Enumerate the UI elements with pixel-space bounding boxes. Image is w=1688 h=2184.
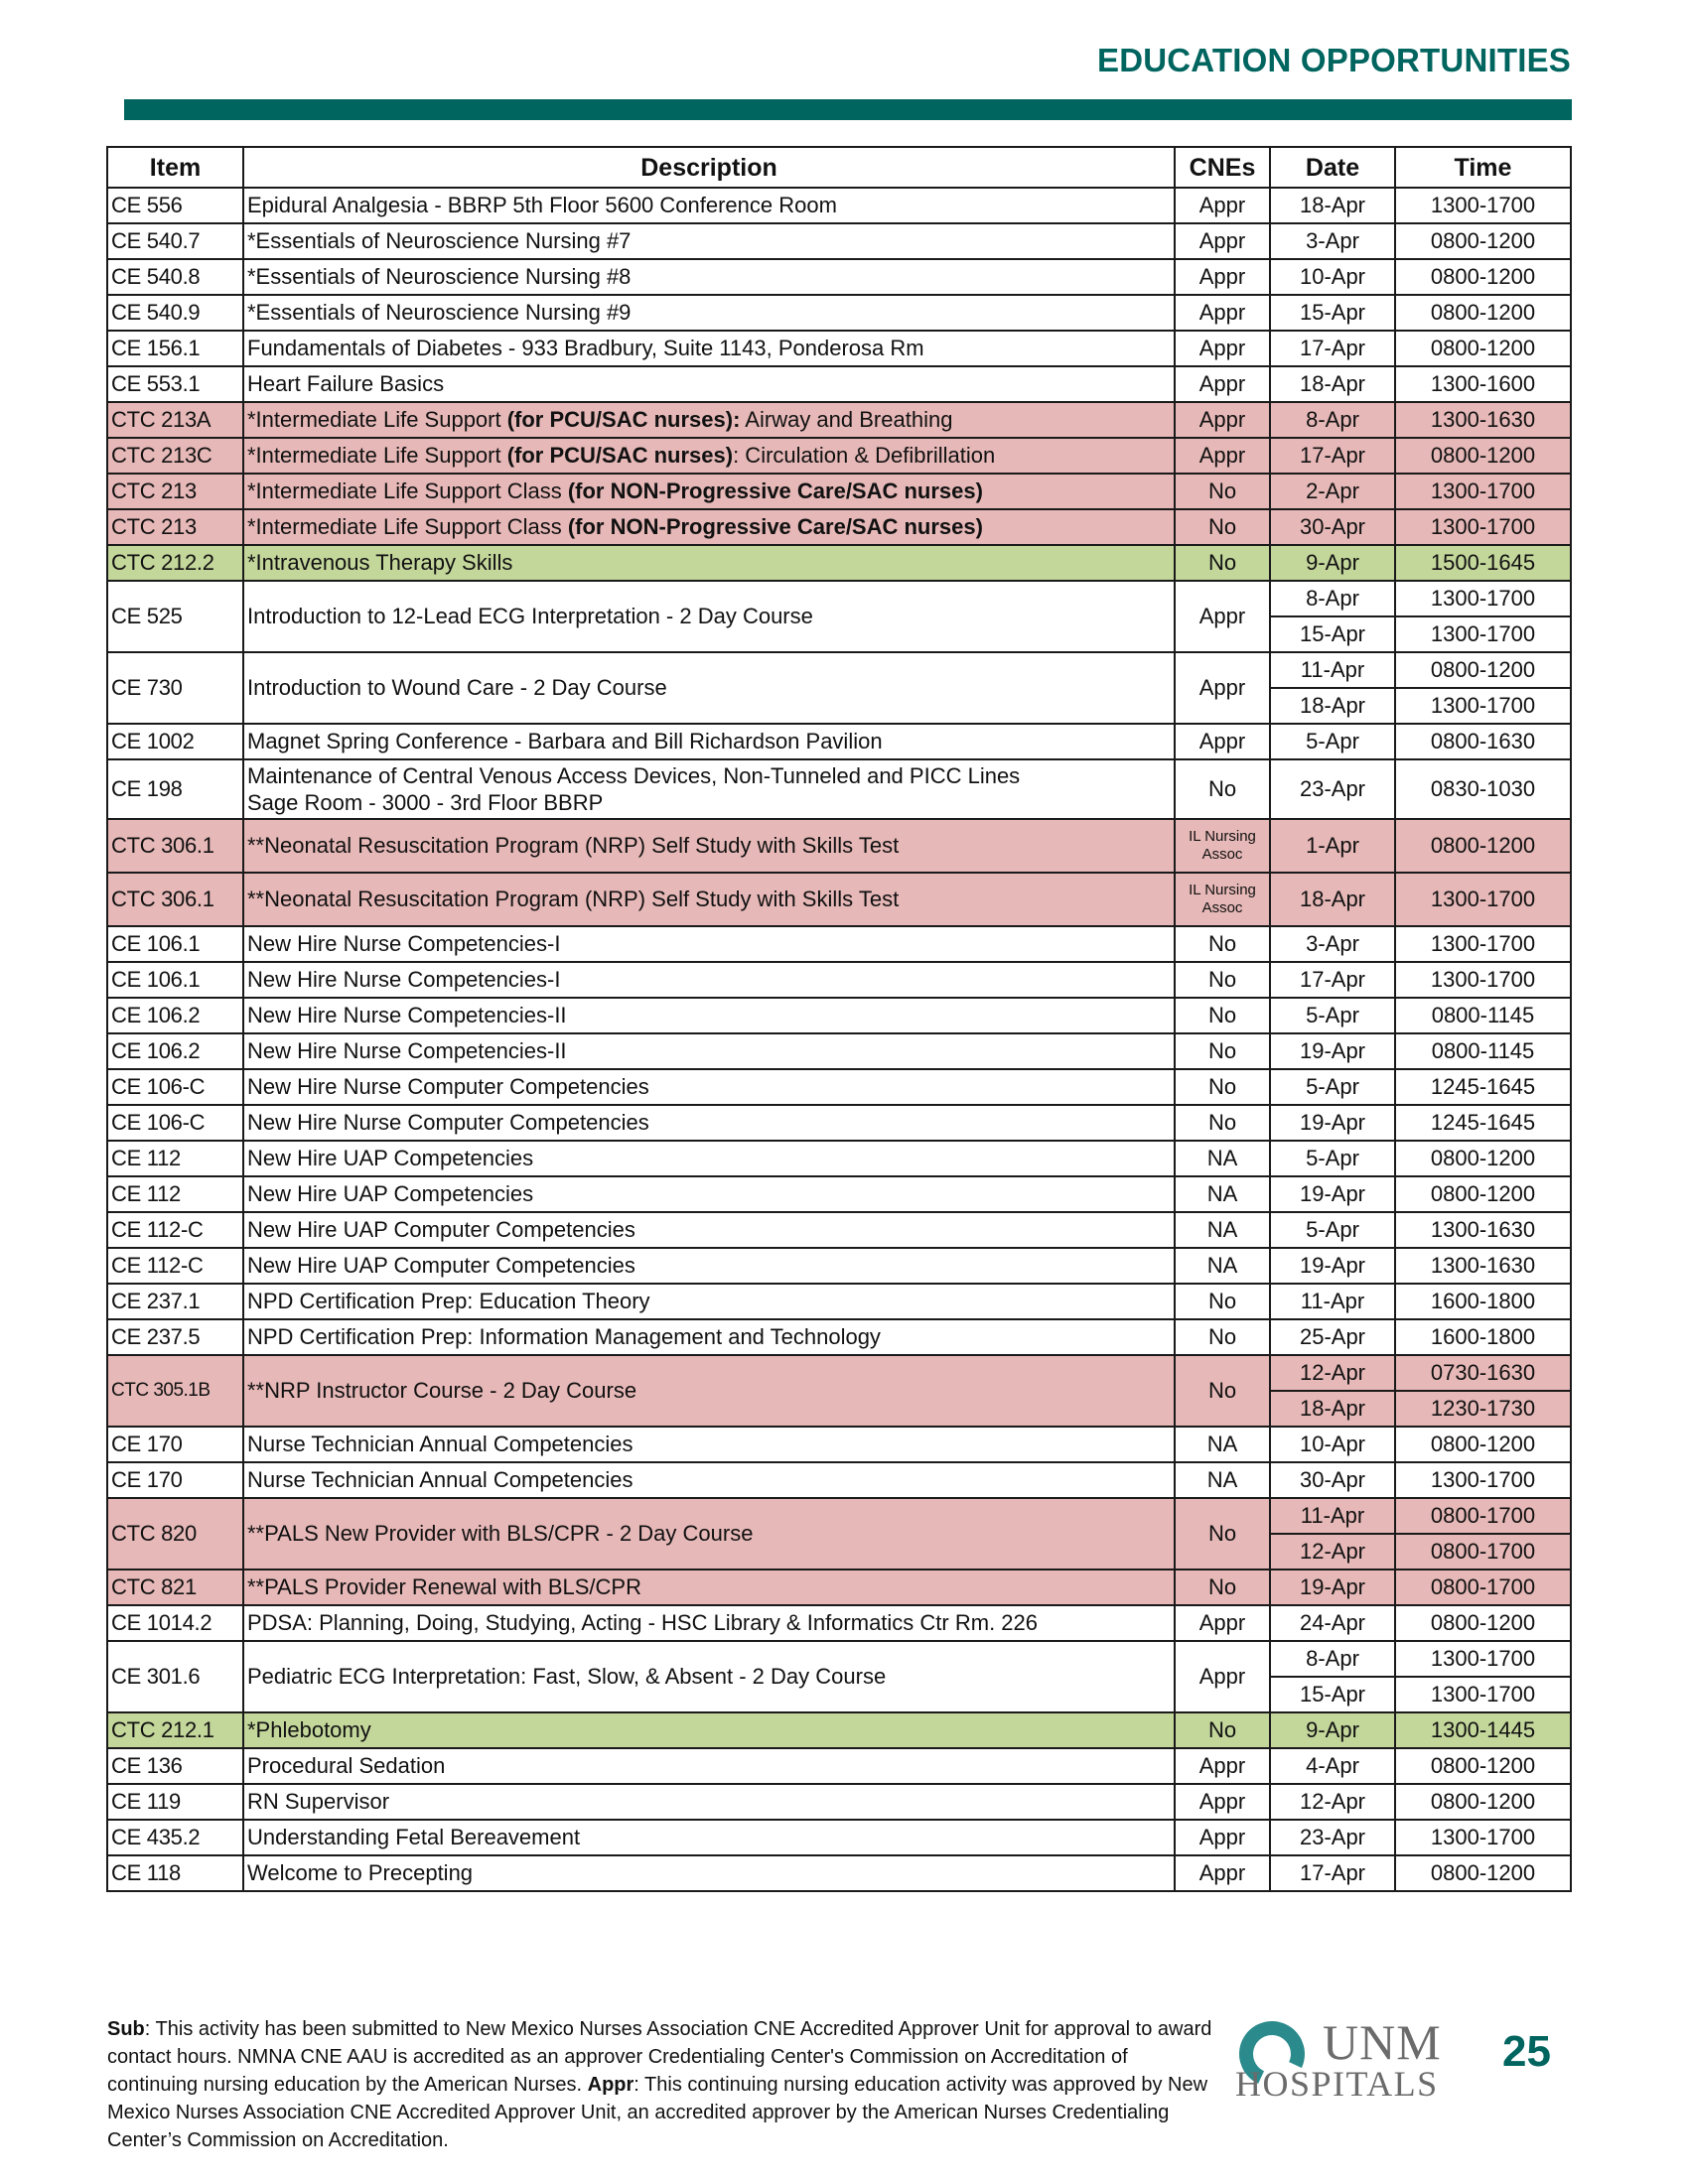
cne-cell: Appr — [1175, 1748, 1270, 1784]
date-cell: 19-Apr — [1270, 1570, 1395, 1605]
time-cell: 0800-1200 — [1395, 819, 1571, 873]
page-title: EDUCATION OPPORTUNITIES — [1096, 42, 1571, 78]
date-cell: 5-Apr — [1270, 998, 1395, 1033]
date-cell: 9-Apr — [1270, 1712, 1395, 1748]
time-cell: 0800-1200 — [1395, 1784, 1571, 1820]
time-cell: 1500-1645 — [1395, 545, 1571, 581]
time-cell: 1300-1700 — [1395, 873, 1571, 926]
item-cell: CE 170 — [107, 1427, 243, 1462]
item-cell: CE 556 — [107, 188, 243, 223]
item-cell: CE 170 — [107, 1462, 243, 1498]
date-cell: 11-Apr — [1270, 1284, 1395, 1319]
date-cell: 19-Apr — [1270, 1248, 1395, 1284]
table-row — [107, 366, 1571, 402]
description-cell: New Hire Nurse Computer Competencies — [243, 1069, 1175, 1105]
date-cell: 1-Apr — [1270, 819, 1395, 873]
item-cell: CE 237.1 — [107, 1284, 243, 1319]
title-divider-bar — [124, 99, 1572, 120]
time-cell: 1300-1630 — [1395, 1212, 1571, 1248]
date-cell: 5-Apr — [1270, 1141, 1395, 1176]
table-row — [107, 295, 1571, 331]
table-row — [107, 652, 1571, 688]
table-row — [107, 1176, 1571, 1212]
column-header-description: Description — [243, 147, 1175, 188]
table-row — [107, 1641, 1571, 1677]
appr-text: : This continuing nursing education activity was approved by New Mexico Nurses Association CNE Accredited Approver Unit, an accredited approver by the American Nurses Credentialing Center’s Commission on Accreditation. — [107, 2074, 1208, 2151]
item-cell: CE 1014.2 — [107, 1605, 243, 1641]
table-row — [107, 1712, 1571, 1748]
time-cell: 1600-1800 — [1395, 1319, 1571, 1355]
description-cell: New Hire Nurse Competencies-II — [243, 1033, 1175, 1069]
description-cell: *Phlebotomy — [243, 1712, 1175, 1748]
description-text-suffix: Airway and Breathing — [740, 407, 953, 432]
date-cell: 18-Apr — [1270, 1391, 1395, 1427]
appr-label: Appr — [587, 2074, 634, 2096]
cne-cell: Appr — [1175, 581, 1270, 652]
table-row — [107, 545, 1571, 581]
table-row — [107, 402, 1571, 438]
date-cell: 25-Apr — [1270, 1319, 1395, 1355]
item-cell: CE 198 — [107, 759, 243, 819]
description-cell: New Hire UAP Competencies — [243, 1176, 1175, 1212]
time-cell: 1300-1630 — [1395, 1248, 1571, 1284]
description-line-1: Maintenance of Central Venous Access Devices, Non-Tunneled and PICC Lines — [247, 763, 1021, 788]
cne-cell: Appr — [1175, 331, 1270, 366]
date-cell: 18-Apr — [1270, 366, 1395, 402]
description-cell: RN Supervisor — [243, 1784, 1175, 1820]
table-row — [107, 1498, 1571, 1534]
description-cell — [243, 509, 1175, 545]
date-cell: 18-Apr — [1270, 188, 1395, 223]
table-row — [107, 1105, 1571, 1141]
date-cell: 8-Apr — [1270, 402, 1395, 438]
logo-text-unm: UNM — [1323, 2014, 1442, 2070]
time-cell: 1300-1700 — [1395, 1820, 1571, 1855]
date-cell: 8-Apr — [1270, 1641, 1395, 1677]
table-row — [107, 1069, 1571, 1105]
date-cell: 17-Apr — [1270, 438, 1395, 474]
cne-line-1: IL Nursing — [1189, 828, 1256, 845]
date-cell: 12-Apr — [1270, 1355, 1395, 1391]
item-cell: CTC 306.1 — [107, 819, 243, 873]
item-cell: CE 156.1 — [107, 331, 243, 366]
time-cell: 0800-1145 — [1395, 1033, 1571, 1069]
cne-cell: Appr — [1175, 1855, 1270, 1891]
time-cell: 0800-1200 — [1395, 223, 1571, 259]
description-cell: New Hire Nurse Competencies-I — [243, 926, 1175, 962]
cne-cell: Appr — [1175, 1605, 1270, 1641]
description-cell — [243, 759, 1175, 819]
cne-cell: No — [1175, 962, 1270, 998]
description-cell: NPD Certification Prep: Information Management and Technology — [243, 1319, 1175, 1355]
description-cell — [243, 474, 1175, 509]
logo-text-hospitals: HOSPITALS — [1235, 2064, 1439, 2104]
cne-cell: No — [1175, 926, 1270, 962]
item-cell: CE 540.8 — [107, 259, 243, 295]
item-cell: CE 301.6 — [107, 1641, 243, 1712]
cne-cell: No — [1175, 1355, 1270, 1427]
column-header-time: Time — [1395, 147, 1571, 188]
date-cell: 15-Apr — [1270, 295, 1395, 331]
description-text-suffix: : Circulation & Defibrillation — [733, 443, 996, 468]
date-cell: 15-Apr — [1270, 616, 1395, 652]
description-cell: *Essentials of Neuroscience Nursing #7 — [243, 223, 1175, 259]
date-cell: 18-Apr — [1270, 688, 1395, 724]
item-cell: CE 525 — [107, 581, 243, 652]
date-cell: 11-Apr — [1270, 1498, 1395, 1534]
cne-cell: NA — [1175, 1176, 1270, 1212]
table-row — [107, 1284, 1571, 1319]
cne-cell: Appr — [1175, 652, 1270, 724]
cne-cell: Appr — [1175, 223, 1270, 259]
cne-cell: Appr — [1175, 402, 1270, 438]
item-cell: CE 112-C — [107, 1248, 243, 1284]
table-row — [107, 1820, 1571, 1855]
description-cell: New Hire UAP Computer Competencies — [243, 1212, 1175, 1248]
time-cell: 1245-1645 — [1395, 1069, 1571, 1105]
item-cell: CE 106.2 — [107, 998, 243, 1033]
description-cell: Fundamentals of Diabetes - 933 Bradbury, Suite 1143, Ponderosa Rm — [243, 331, 1175, 366]
date-cell: 18-Apr — [1270, 873, 1395, 926]
cne-cell — [1175, 819, 1270, 873]
table-row — [107, 1355, 1571, 1391]
item-cell: CE 112 — [107, 1141, 243, 1176]
table-row — [107, 509, 1571, 545]
description-cell: Magnet Spring Conference - Barbara and Bill Richardson Pavilion — [243, 724, 1175, 759]
item-cell: CTC 306.1 — [107, 873, 243, 926]
time-cell: 1245-1645 — [1395, 1105, 1571, 1141]
time-cell: 0800-1700 — [1395, 1570, 1571, 1605]
cne-cell: No — [1175, 474, 1270, 509]
description-cell: New Hire Nurse Computer Competencies — [243, 1105, 1175, 1141]
description-text: *Intermediate Life Support Class — [247, 478, 568, 503]
time-cell: 0730-1630 — [1395, 1355, 1571, 1391]
cne-cell: No — [1175, 1105, 1270, 1141]
description-cell: *Essentials of Neuroscience Nursing #9 — [243, 295, 1175, 331]
description-cell: Welcome to Precepting — [243, 1855, 1175, 1891]
time-cell: 1300-1700 — [1395, 509, 1571, 545]
item-cell: CTC 212.2 — [107, 545, 243, 581]
item-cell: CE 730 — [107, 652, 243, 724]
date-cell: 23-Apr — [1270, 759, 1395, 819]
item-cell: CE 112 — [107, 1176, 243, 1212]
table-row — [107, 1248, 1571, 1284]
description-cell: Introduction to Wound Care - 2 Day Course — [243, 652, 1175, 724]
column-header-date: Date — [1270, 147, 1395, 188]
cne-cell: Appr — [1175, 1784, 1270, 1820]
description-cell: Epidural Analgesia - BBRP 5th Floor 5600 Conference Room — [243, 188, 1175, 223]
date-cell: 23-Apr — [1270, 1820, 1395, 1855]
item-cell: CE 119 — [107, 1784, 243, 1820]
description-line-2: Sage Room - 3000 - 3rd Floor BBRP — [247, 790, 604, 815]
description-audience: (for PCU/SAC nurses) — [506, 443, 734, 468]
description-cell: **PALS Provider Renewal with BLS/CPR — [243, 1570, 1175, 1605]
description-audience: (for NON-Progressive Care/SAC nurses) — [567, 514, 983, 539]
table-row — [107, 1212, 1571, 1248]
date-cell: 9-Apr — [1270, 545, 1395, 581]
cne-cell: Appr — [1175, 1820, 1270, 1855]
column-header-item: Item — [107, 147, 243, 188]
time-cell: 0800-1700 — [1395, 1498, 1571, 1534]
item-cell: CTC 213C — [107, 438, 243, 474]
cne-cell: No — [1175, 1069, 1270, 1105]
table-row — [107, 331, 1571, 366]
table-row — [107, 1784, 1571, 1820]
time-cell: 1300-1700 — [1395, 188, 1571, 223]
item-cell: CTC 213 — [107, 474, 243, 509]
description-cell: Pediatric ECG Interpretation: Fast, Slow, & Absent - 2 Day Course — [243, 1641, 1175, 1712]
sub-text: : This activity has been submitted to New Mexico Nurses Association CNE Accredited Approver Unit for approval to award contact hours. NMNA CNE AAU is accredited as an approver Credentialing Center's Commission on Accreditation of continuing nursing education by the American Nurses. — [107, 2018, 1212, 2096]
date-cell: 4-Apr — [1270, 1748, 1395, 1784]
time-cell: 1300-1700 — [1395, 688, 1571, 724]
date-cell: 12-Apr — [1270, 1784, 1395, 1820]
item-cell: CE 1002 — [107, 724, 243, 759]
time-cell: 1300-1700 — [1395, 1677, 1571, 1712]
description-audience: (for NON-Progressive Care/SAC nurses) — [567, 478, 983, 503]
item-cell: CTC 821 — [107, 1570, 243, 1605]
item-cell: CTC 213A — [107, 402, 243, 438]
description-cell: Introduction to 12-Lead ECG Interpretation - 2 Day Course — [243, 581, 1175, 652]
description-cell: NPD Certification Prep: Education Theory — [243, 1284, 1175, 1319]
description-cell: *Intravenous Therapy Skills — [243, 545, 1175, 581]
time-cell: 0800-1200 — [1395, 1605, 1571, 1641]
date-cell: 17-Apr — [1270, 962, 1395, 998]
description-cell: **PALS New Provider with BLS/CPR - 2 Day Course — [243, 1498, 1175, 1570]
table-row — [107, 873, 1571, 926]
cne-cell: No — [1175, 1712, 1270, 1748]
time-cell: 0800-1700 — [1395, 1534, 1571, 1570]
date-cell: 8-Apr — [1270, 581, 1395, 616]
date-cell: 3-Apr — [1270, 926, 1395, 962]
cne-cell: No — [1175, 1284, 1270, 1319]
cne-cell: Appr — [1175, 438, 1270, 474]
date-cell: 11-Apr — [1270, 652, 1395, 688]
time-cell: 0800-1200 — [1395, 1176, 1571, 1212]
description-cell: New Hire UAP Competencies — [243, 1141, 1175, 1176]
table-body — [107, 188, 1571, 1891]
cne-cell: No — [1175, 545, 1270, 581]
cne-cell: Appr — [1175, 724, 1270, 759]
date-cell: 3-Apr — [1270, 223, 1395, 259]
date-cell: 17-Apr — [1270, 1855, 1395, 1891]
cne-cell: Appr — [1175, 188, 1270, 223]
cne-cell: NA — [1175, 1462, 1270, 1498]
unm-hospitals-logo — [1231, 2015, 1450, 2105]
description-text: *Intermediate Life Support Class — [247, 514, 568, 539]
table-row — [107, 1605, 1571, 1641]
cne-cell: NA — [1175, 1248, 1270, 1284]
education-table — [106, 146, 1572, 1892]
time-cell: 1300-1700 — [1395, 474, 1571, 509]
time-cell: 0800-1200 — [1395, 438, 1571, 474]
date-cell: 5-Apr — [1270, 1069, 1395, 1105]
time-cell: 0800-1200 — [1395, 259, 1571, 295]
item-cell: CE 106.2 — [107, 1033, 243, 1069]
time-cell: 0800-1200 — [1395, 1748, 1571, 1784]
item-cell: CE 136 — [107, 1748, 243, 1784]
table-row — [107, 1570, 1571, 1605]
table-row — [107, 962, 1571, 998]
cne-cell — [1175, 873, 1270, 926]
time-cell: 0800-1200 — [1395, 295, 1571, 331]
cne-cell: No — [1175, 1033, 1270, 1069]
item-cell: CE 106-C — [107, 1069, 243, 1105]
time-cell: 0800-1200 — [1395, 652, 1571, 688]
table-row — [107, 474, 1571, 509]
time-cell: 0830-1030 — [1395, 759, 1571, 819]
time-cell: 0800-1145 — [1395, 998, 1571, 1033]
date-cell: 15-Apr — [1270, 1677, 1395, 1712]
table-row — [107, 1427, 1571, 1462]
time-cell: 1300-1700 — [1395, 581, 1571, 616]
description-cell: *Essentials of Neuroscience Nursing #8 — [243, 259, 1175, 295]
column-header-cnes: CNEs — [1175, 147, 1270, 188]
table-header-row — [107, 147, 1571, 188]
date-cell: 10-Apr — [1270, 259, 1395, 295]
description-cell: Understanding Fetal Bereavement — [243, 1820, 1175, 1855]
description-cell — [243, 402, 1175, 438]
time-cell: 1300-1600 — [1395, 366, 1571, 402]
description-cell: **NRP Instructor Course - 2 Day Course — [243, 1355, 1175, 1427]
cne-cell: No — [1175, 759, 1270, 819]
cne-line-2: Assoc — [1201, 846, 1243, 863]
date-cell: 5-Apr — [1270, 724, 1395, 759]
table-row — [107, 438, 1571, 474]
description-text: *Intermediate Life Support — [247, 407, 507, 432]
date-cell: 10-Apr — [1270, 1427, 1395, 1462]
item-cell: CE 553.1 — [107, 366, 243, 402]
table-row — [107, 1748, 1571, 1784]
cne-cell: No — [1175, 1498, 1270, 1570]
description-cell: **Neonatal Resuscitation Program (NRP) Self Study with Skills Test — [243, 873, 1175, 926]
time-cell: 0800-1630 — [1395, 724, 1571, 759]
table-row — [107, 223, 1571, 259]
description-text: *Intermediate Life Support — [247, 443, 507, 468]
item-cell: CE 106-C — [107, 1105, 243, 1141]
table-row — [107, 759, 1571, 819]
description-cell: Heart Failure Basics — [243, 366, 1175, 402]
cne-cell: No — [1175, 1319, 1270, 1355]
cne-cell: No — [1175, 1570, 1270, 1605]
date-cell: 17-Apr — [1270, 331, 1395, 366]
table-row — [107, 259, 1571, 295]
table-row — [107, 581, 1571, 616]
time-cell: 1300-1700 — [1395, 616, 1571, 652]
item-cell: CE 112-C — [107, 1212, 243, 1248]
table-row — [107, 926, 1571, 962]
time-cell: 1230-1730 — [1395, 1391, 1571, 1427]
item-cell: CE 435.2 — [107, 1820, 243, 1855]
date-cell: 19-Apr — [1270, 1176, 1395, 1212]
description-cell — [243, 438, 1175, 474]
description-cell: Nurse Technician Annual Competencies — [243, 1462, 1175, 1498]
cne-cell: Appr — [1175, 366, 1270, 402]
description-cell: Procedural Sedation — [243, 1748, 1175, 1784]
table-row — [107, 1033, 1571, 1069]
description-cell: New Hire Nurse Competencies-II — [243, 998, 1175, 1033]
cne-cell: Appr — [1175, 259, 1270, 295]
cne-cell: No — [1175, 509, 1270, 545]
item-cell: CE 237.5 — [107, 1319, 243, 1355]
time-cell: 1300-1445 — [1395, 1712, 1571, 1748]
item-cell: CE 118 — [107, 1855, 243, 1891]
item-cell: CTC 212.1 — [107, 1712, 243, 1748]
description-audience: (for PCU/SAC nurses): — [506, 407, 741, 432]
table-row — [107, 998, 1571, 1033]
cne-line-1: IL Nursing — [1189, 882, 1256, 898]
table-row — [107, 188, 1571, 223]
time-cell: 0800-1200 — [1395, 1855, 1571, 1891]
cne-cell: NA — [1175, 1212, 1270, 1248]
time-cell: 1300-1700 — [1395, 926, 1571, 962]
cne-cell: NA — [1175, 1141, 1270, 1176]
table-row — [107, 1319, 1571, 1355]
table-row — [107, 724, 1571, 759]
item-cell: CTC 820 — [107, 1498, 243, 1570]
page-number: 25 — [1502, 2027, 1551, 2076]
date-cell: 5-Apr — [1270, 1212, 1395, 1248]
cne-cell: Appr — [1175, 1641, 1270, 1712]
time-cell: 1300-1700 — [1395, 1462, 1571, 1498]
sub-label: Sub — [107, 2018, 145, 2040]
description-cell: New Hire UAP Computer Competencies — [243, 1248, 1175, 1284]
date-cell: 24-Apr — [1270, 1605, 1395, 1641]
time-cell: 1600-1800 — [1395, 1284, 1571, 1319]
time-cell: 1300-1700 — [1395, 1641, 1571, 1677]
cne-cell: NA — [1175, 1427, 1270, 1462]
time-cell: 1300-1630 — [1395, 402, 1571, 438]
item-cell: CE 540.9 — [107, 295, 243, 331]
description-cell: New Hire Nurse Competencies-I — [243, 962, 1175, 998]
item-cell: CTC 305.1B — [107, 1355, 243, 1427]
item-cell: CE 106.1 — [107, 962, 243, 998]
date-cell: 2-Apr — [1270, 474, 1395, 509]
item-cell: CE 540.7 — [107, 223, 243, 259]
date-cell: 19-Apr — [1270, 1033, 1395, 1069]
cne-cell: Appr — [1175, 295, 1270, 331]
date-cell: 30-Apr — [1270, 1462, 1395, 1498]
time-cell: 0800-1200 — [1395, 1427, 1571, 1462]
time-cell: 0800-1200 — [1395, 331, 1571, 366]
table-row — [107, 819, 1571, 873]
date-cell: 12-Apr — [1270, 1534, 1395, 1570]
date-cell: 30-Apr — [1270, 509, 1395, 545]
cne-line-2: Assoc — [1201, 899, 1243, 916]
description-cell: Nurse Technician Annual Competencies — [243, 1427, 1175, 1462]
item-cell: CTC 213 — [107, 509, 243, 545]
table-row — [107, 1855, 1571, 1891]
description-cell: **Neonatal Resuscitation Program (NRP) Self Study with Skills Test — [243, 819, 1175, 873]
table-row — [107, 1462, 1571, 1498]
date-cell: 19-Apr — [1270, 1105, 1395, 1141]
time-cell: 1300-1700 — [1395, 962, 1571, 998]
table-row — [107, 1141, 1571, 1176]
accreditation-note — [107, 2015, 1219, 2154]
cne-cell: No — [1175, 998, 1270, 1033]
time-cell: 0800-1200 — [1395, 1141, 1571, 1176]
item-cell: CE 106.1 — [107, 926, 243, 962]
description-cell: PDSA: Planning, Doing, Studying, Acting - HSC Library & Informatics Ctr Rm. 226 — [243, 1605, 1175, 1641]
